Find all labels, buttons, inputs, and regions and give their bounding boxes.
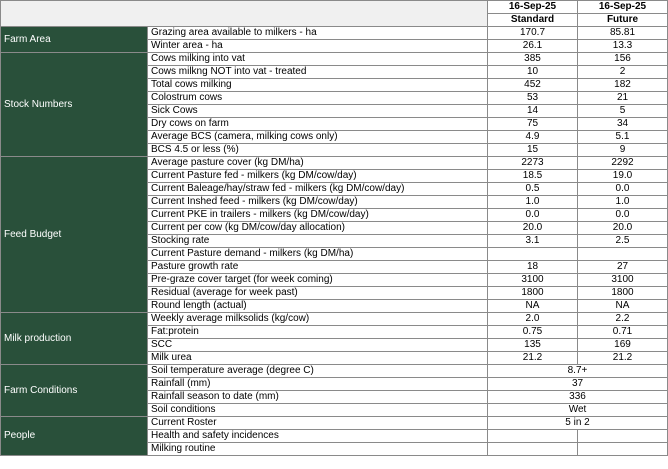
future-value-cell: 1.0 — [578, 196, 668, 209]
table-row — [1, 157, 668, 170]
row-label: Current Inshed feed - milkers (kg DM/cow/day) — [148, 196, 488, 209]
row-label: BCS 4.5 or less (%) — [148, 144, 488, 157]
row-label: Round length (actual) — [148, 300, 488, 313]
standard-value-cell: 385 — [488, 53, 578, 66]
standard-value-cell: 0.75 — [488, 326, 578, 339]
future-column-header: Future — [578, 14, 668, 27]
row-label: Pasture growth rate — [148, 261, 488, 274]
standard-value-cell: 170.7 — [488, 27, 578, 40]
future-value-cell: 182 — [578, 79, 668, 92]
standard-value-cell: 15 — [488, 144, 578, 157]
row-label: Milk urea — [148, 352, 488, 365]
row-label: Cows milking into vat — [148, 53, 488, 66]
row-label: Total cows milking — [148, 79, 488, 92]
future-value-cell — [578, 430, 668, 443]
table-row — [1, 365, 668, 378]
header-date-row — [1, 1, 668, 14]
shared-value-cell: 8.7+ — [488, 365, 668, 378]
future-value-cell: 2 — [578, 66, 668, 79]
future-value-cell: 20.0 — [578, 222, 668, 235]
standard-value-cell: 20.0 — [488, 222, 578, 235]
row-label: Sick Cows — [148, 105, 488, 118]
standard-value-cell: 53 — [488, 92, 578, 105]
row-label: Residual (average for week past) — [148, 287, 488, 300]
date-future: 16-Sep-25 — [578, 1, 668, 14]
future-value-cell: 0.0 — [578, 209, 668, 222]
standard-value-cell — [488, 430, 578, 443]
section-label: Stock Numbers — [1, 53, 148, 157]
row-label: Soil conditions — [148, 404, 488, 417]
future-value-cell: 21 — [578, 92, 668, 105]
row-label: Grazing area available to milkers - ha — [148, 27, 488, 40]
row-label: Rainfall season to date (mm) — [148, 391, 488, 404]
standard-value-cell: 21.2 — [488, 352, 578, 365]
standard-value-cell: 14 — [488, 105, 578, 118]
row-label: Pre-graze cover target (for week coming) — [148, 274, 488, 287]
row-label: Current Pasture fed - milkers (kg DM/cow/day) — [148, 170, 488, 183]
row-label: Fat:protein — [148, 326, 488, 339]
row-label: Current per cow (kg DM/cow/day allocation) — [148, 222, 488, 235]
row-label: Stocking rate — [148, 235, 488, 248]
section-label: People — [1, 417, 148, 456]
future-value-cell: 5 — [578, 105, 668, 118]
future-value-cell: 19.0 — [578, 170, 668, 183]
row-label: Winter area - ha — [148, 40, 488, 53]
row-label: Health and safety incidences — [148, 430, 488, 443]
standard-value-cell: 18.5 — [488, 170, 578, 183]
section-label: Feed Budget — [1, 157, 148, 313]
standard-value-cell: 1800 — [488, 287, 578, 300]
table-row — [1, 417, 668, 430]
standard-column-header: Standard — [488, 14, 578, 27]
row-label: SCC — [148, 339, 488, 352]
row-label: Soil temperature average (degree C) — [148, 365, 488, 378]
row-label: Average BCS (camera, milking cows only) — [148, 131, 488, 144]
standard-value-cell: 75 — [488, 118, 578, 131]
future-value-cell: NA — [578, 300, 668, 313]
future-value-cell: 1800 — [578, 287, 668, 300]
future-value-cell: 85.81 — [578, 27, 668, 40]
future-value-cell: 21.2 — [578, 352, 668, 365]
future-value-cell: 0.0 — [578, 183, 668, 196]
future-value-cell: 9 — [578, 144, 668, 157]
standard-value-cell — [488, 443, 578, 456]
standard-value-cell: NA — [488, 300, 578, 313]
row-label: Dry cows on farm — [148, 118, 488, 131]
future-value-cell — [578, 248, 668, 261]
table-row — [1, 53, 668, 66]
section-label: Farm Area — [1, 27, 148, 53]
standard-value-cell: 26.1 — [488, 40, 578, 53]
future-value-cell: 2.2 — [578, 313, 668, 326]
row-label: Milking routine — [148, 443, 488, 456]
standard-value-cell: 2273 — [488, 157, 578, 170]
future-value-cell: 27 — [578, 261, 668, 274]
future-value-cell: 169 — [578, 339, 668, 352]
row-label: Colostrum cows — [148, 92, 488, 105]
date-standard: 16-Sep-25 — [488, 1, 578, 14]
shared-value-cell: 336 — [488, 391, 668, 404]
table-row — [1, 313, 668, 326]
future-value-cell: 5.1 — [578, 131, 668, 144]
standard-value-cell: 18 — [488, 261, 578, 274]
shared-value-cell: 37 — [488, 378, 668, 391]
shared-value-cell: Wet — [488, 404, 668, 417]
future-value-cell: 156 — [578, 53, 668, 66]
row-label: Current Baleage/hay/straw fed - milkers (kg DM/cow/day) — [148, 183, 488, 196]
row-label: Current PKE in trailers - milkers (kg DM/cow/day) — [148, 209, 488, 222]
row-label: Weekly average milksolids (kg/cow) — [148, 313, 488, 326]
future-value-cell: 0.71 — [578, 326, 668, 339]
standard-value-cell: 3100 — [488, 274, 578, 287]
section-label: Milk production — [1, 313, 148, 365]
future-value-cell: 2.5 — [578, 235, 668, 248]
standard-value-cell: 135 — [488, 339, 578, 352]
row-label: Current Roster — [148, 417, 488, 430]
standard-value-cell: 452 — [488, 79, 578, 92]
standard-value-cell: 4.9 — [488, 131, 578, 144]
row-label: Average pasture cover (kg DM/ha) — [148, 157, 488, 170]
standard-value-cell: 1.0 — [488, 196, 578, 209]
standard-value-cell: 10 — [488, 66, 578, 79]
row-label: Current Pasture demand - milkers (kg DM/ha) — [148, 248, 488, 261]
standard-value-cell: 3.1 — [488, 235, 578, 248]
standard-value-cell: 2.0 — [488, 313, 578, 326]
header-corner — [1, 1, 488, 27]
future-value-cell — [578, 443, 668, 456]
standard-value-cell: 0.0 — [488, 209, 578, 222]
row-label: Rainfall (mm) — [148, 378, 488, 391]
table-body — [1, 1, 668, 456]
future-value-cell: 34 — [578, 118, 668, 131]
shared-value-cell: 5 in 2 — [488, 417, 668, 430]
future-value-cell: 13.3 — [578, 40, 668, 53]
standard-value-cell: 0.5 — [488, 183, 578, 196]
future-value-cell: 2292 — [578, 157, 668, 170]
table-row — [1, 27, 668, 40]
standard-value-cell — [488, 248, 578, 261]
row-label: Cows milkng NOT into vat - treated — [148, 66, 488, 79]
section-label: Farm Conditions — [1, 365, 148, 417]
future-value-cell: 3100 — [578, 274, 668, 287]
